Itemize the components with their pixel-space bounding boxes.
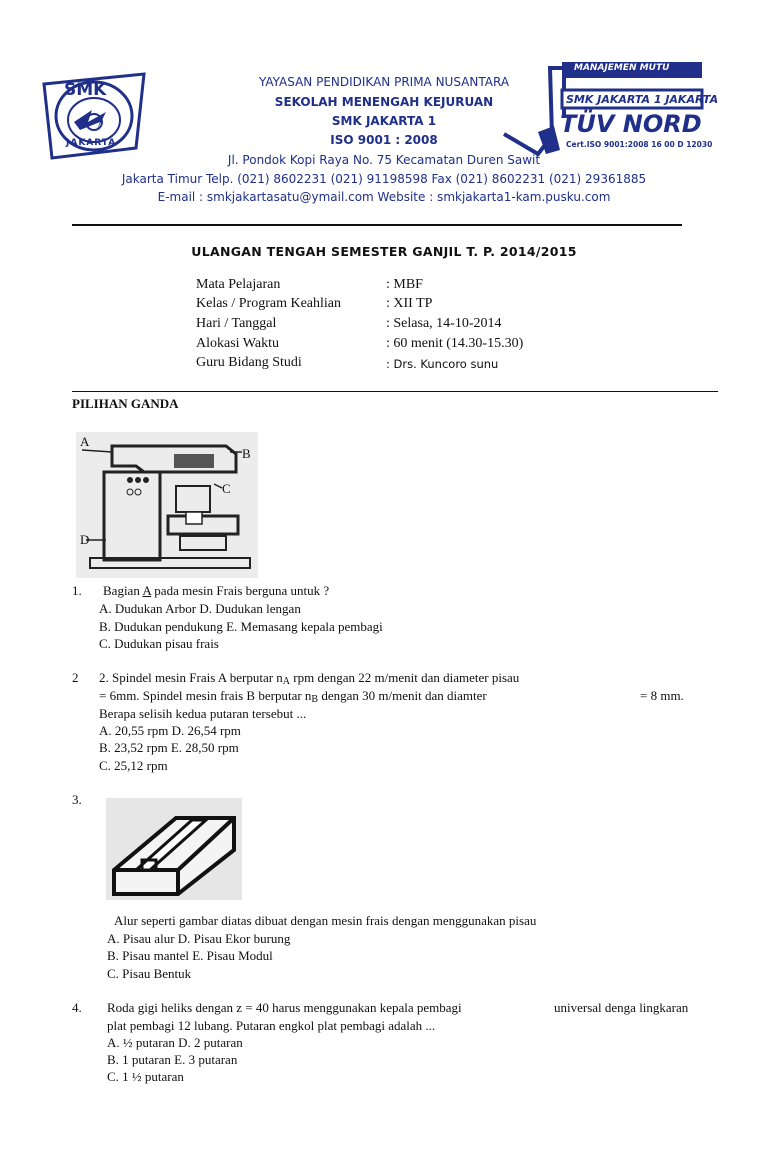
- question-text: plat pembagi 12 lubang. Putaran engkol plat pembagi adalah ...: [107, 1018, 436, 1033]
- question-text-part: 2. Spindel mesin Frais A berputar n: [99, 670, 283, 685]
- question-text-part: dengan 30 m/menit dan diamter: [318, 688, 487, 703]
- info-label: Kelas / Program Keahlian: [196, 296, 342, 311]
- info-value: : XII TP: [386, 296, 433, 311]
- answer-option-line: C. Pisau Bentuk: [107, 966, 192, 981]
- contact-line: E-mail : smkjakartasatu@ymail.com Website : smkjakarta1-kam.pusku.com: [157, 190, 611, 204]
- answer-option-line: C. 1 ½ putaran: [107, 1069, 184, 1084]
- info-label: Mata Pelajaran: [196, 277, 281, 292]
- address-line-1: Jl. Pondok Kopi Raya No. 75 Kecamatan Duren Sawit: [227, 153, 541, 167]
- t-slot-block-figure: [106, 798, 242, 900]
- question-text: Alur seperti gambar diatas dibuat dengan mesin frais dengan menggunakan pisau: [114, 913, 537, 928]
- info-label: Guru Bidang Studi: [196, 355, 302, 370]
- tuv-logo-band: SMK JAKARTA 1 JAKARTA: [566, 93, 719, 106]
- question-text-pre: Bagian: [103, 583, 140, 598]
- question-number: 1.: [72, 583, 82, 598]
- question-text-part: = 6mm. Spindel mesin frais B berputar n: [99, 688, 312, 703]
- answer-option-line: A. Pisau alur D. Pisau Ekor burung: [107, 931, 291, 946]
- smk-logo-ring-text: JAKARTA: [66, 138, 117, 148]
- info-value: : MBF: [386, 277, 423, 292]
- info-value: : Drs. Kuncoro sunu: [386, 357, 499, 371]
- tuv-logo-top: MANAJEMEN MUTU: [574, 63, 670, 73]
- answer-option-line: B. 1 putaran E. 3 putaran: [107, 1052, 238, 1067]
- question-text: Roda gigi heliks dengan z = 40 harus menggunakan kepala pembagi: [107, 1000, 462, 1015]
- figure-label-b: B: [242, 446, 251, 461]
- answer-option-line: C. 25,12 rpm: [99, 758, 168, 773]
- tuv-logo-cert: Cert.ISO 9001:2008 16 00 D 12030: [566, 140, 713, 149]
- milling-machine-figure: [76, 432, 258, 578]
- school-type: SEKOLAH MENENGAH KEJURUAN: [274, 95, 494, 109]
- school-name: SMK JAKARTA 1: [331, 114, 437, 128]
- info-label: Hari / Tanggal: [196, 316, 277, 331]
- section-title: PILIHAN GANDA: [72, 396, 179, 411]
- info-value: : Selasa, 14-10-2014: [386, 316, 502, 331]
- subscript: A: [282, 676, 291, 687]
- info-value: : 60 menit (14.30-15.30): [386, 336, 524, 351]
- question-text-right: = 8 mm.: [640, 688, 684, 703]
- question-text-mark: A: [142, 583, 152, 598]
- question-text-right: universal denga lingkaran: [554, 1000, 689, 1015]
- question-number: 2: [72, 670, 79, 685]
- answer-option-line: B. Pisau mantel E. Pisau Modul: [107, 948, 273, 963]
- iso-label: ISO 9001 : 2008: [330, 133, 438, 147]
- figure-label-c: C: [222, 481, 231, 496]
- tuv-logo-brand: TÜV NORD: [560, 110, 702, 138]
- question-text-part: rpm dengan 22 m/menit dan diameter pisau: [290, 670, 520, 685]
- question-text: Berapa selisih kedua putaran tersebut ...: [99, 706, 307, 721]
- header-divider: [72, 224, 682, 226]
- answer-option-line: A. ½ putaran D. 2 putaran: [107, 1035, 243, 1050]
- exam-title: ULANGAN TENGAH SEMESTER GANJIL T. P. 2014/2015: [191, 244, 577, 259]
- question-text: [99, 670, 519, 687]
- answer-option-line: B. Dudukan pendukung E. Memasang kepala pembagi: [99, 619, 383, 634]
- section-divider: [72, 391, 718, 392]
- question-number: 4.: [72, 1000, 82, 1015]
- question-number: 3.: [72, 792, 82, 807]
- answer-option-line: C. Dudukan pisau frais: [99, 636, 219, 651]
- answer-option-line: A. Dudukan Arbor D. Dudukan lengan: [99, 601, 301, 616]
- address-line-2: Jakarta Timur Telp. (021) 8602231 (021) 91198598 Fax (021) 8602231 (021) 29361885: [121, 172, 647, 186]
- subscript: B: [311, 694, 319, 705]
- figure-label-d: D: [80, 532, 90, 547]
- answer-option-line: B. 23,52 rpm E. 28,50 rpm: [99, 740, 239, 755]
- question-text: [99, 688, 487, 705]
- figure-label-a: A: [80, 434, 90, 449]
- answer-option-line: A. 20,55 rpm D. 26,54 rpm: [99, 723, 241, 738]
- info-label: Alokasi Waktu: [196, 336, 279, 351]
- smk-logo-text: SMK: [64, 80, 107, 100]
- foundation-name: YAYASAN PENDIDIKAN PRIMA NUSANTARA: [258, 75, 510, 89]
- question-text: [103, 583, 329, 599]
- question-text-post: pada mesin Frais berguna untuk ?: [154, 583, 330, 598]
